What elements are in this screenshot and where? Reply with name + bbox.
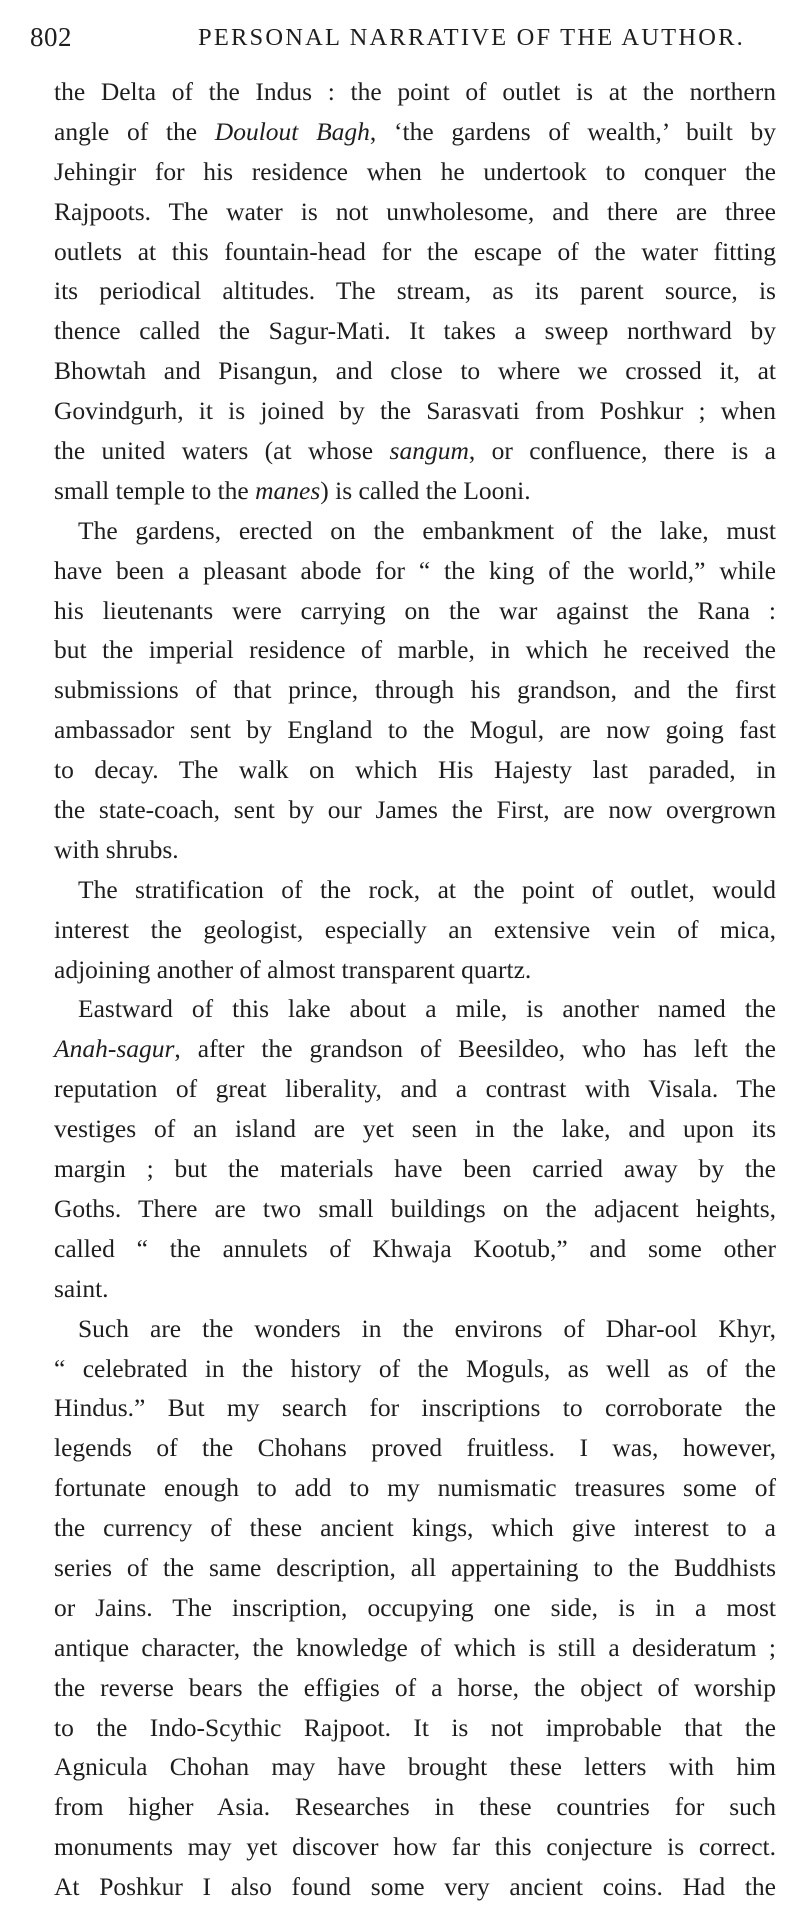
text-span: the currency of these ancient kings, which give interest to a bbox=[54, 1513, 776, 1543]
text-line bbox=[54, 1867, 776, 1907]
text-span: the state-coach, sent by our James the First, are now overgrown bbox=[54, 795, 776, 825]
text-line bbox=[54, 1189, 776, 1229]
text-line bbox=[54, 1388, 776, 1428]
text-span: ) is called the Looni. bbox=[320, 475, 531, 505]
text-line bbox=[54, 630, 776, 670]
text-span: have been a pleasant abode for “ the king of the world,” while bbox=[54, 555, 776, 585]
text-span: , ‘the gardens of wealth,’ built by bbox=[369, 116, 776, 146]
text-line bbox=[54, 910, 776, 950]
text-line bbox=[54, 1109, 776, 1149]
text-span: the Delta of the Indus : the point of outlet is at the northern bbox=[54, 77, 776, 106]
body-text bbox=[54, 72, 776, 1907]
text-span: Such are the wonders in the environs of Dhar-ool Khyr, bbox=[78, 1313, 776, 1343]
text-span: series of the same description, all appertaining to the Buddhists bbox=[54, 1552, 776, 1582]
text-span: legends of the Chohans proved fruitless. I was, however, bbox=[54, 1433, 776, 1463]
text-line bbox=[54, 1069, 776, 1109]
text-span: saint. bbox=[54, 1273, 109, 1303]
text-line bbox=[54, 1229, 776, 1269]
text-line bbox=[54, 950, 776, 990]
text-span: monuments may yet discover how far this conjecture is correct. bbox=[54, 1832, 776, 1862]
text-span: Eastward of this lake about a mile, is another named the bbox=[78, 994, 776, 1024]
text-line bbox=[54, 750, 776, 790]
italic-text: sangum bbox=[389, 436, 469, 466]
text-line bbox=[54, 511, 776, 551]
text-line bbox=[54, 790, 776, 830]
page-number: 802 bbox=[30, 22, 72, 52]
text-line bbox=[54, 989, 776, 1029]
text-line bbox=[54, 1787, 776, 1827]
text-line bbox=[54, 1468, 776, 1508]
italic-text: manes bbox=[255, 475, 321, 505]
italic-text: Anah-sagur bbox=[54, 1034, 175, 1064]
text-span: or Jains. The inscription, occupying one side, is in a most bbox=[54, 1592, 776, 1622]
text-span: At Poshkur I also found some very ancient coins. Had the bbox=[54, 1872, 776, 1902]
italic-text: Doulout Bagh bbox=[214, 116, 370, 146]
text-span: its periodical altitudes. The stream, as its parent source, is bbox=[54, 276, 776, 306]
text-span: Bhowtah and Pisangun, and close to where we crossed it, at bbox=[54, 356, 776, 386]
text-span: The gardens, erected on the embankment of the lake, must bbox=[78, 515, 776, 545]
running-title: PERSONAL NARRATIVE OF THE AUTHOR. bbox=[198, 24, 745, 51]
text-line bbox=[54, 271, 776, 311]
text-line bbox=[54, 311, 776, 351]
text-span: the united waters (at whose bbox=[54, 436, 390, 466]
text-span: Govindgurh, it is joined by the Sarasvati from Poshkur ; when bbox=[54, 396, 776, 426]
text-line bbox=[54, 152, 776, 192]
text-span: fortunate enough to add to my numismatic treasures some of bbox=[54, 1473, 776, 1503]
text-line bbox=[54, 351, 776, 391]
text-span: vestiges of an island are yet seen in the lake, and upon its bbox=[54, 1114, 776, 1144]
text-span: called “ the annulets of Khwaja Kootub,” and some other bbox=[54, 1233, 776, 1263]
text-line bbox=[54, 471, 776, 511]
text-span: Goths. There are two small buildings on the adjacent heights, bbox=[54, 1193, 776, 1223]
text-line bbox=[54, 1029, 776, 1069]
text-span: “ celebrated in the history of the Moguls, as well as of the bbox=[54, 1353, 776, 1383]
text-line bbox=[54, 710, 776, 750]
text-span: his lieutenants were carrying on the war against the Rana : bbox=[54, 595, 776, 625]
text-line bbox=[54, 1588, 776, 1628]
text-line bbox=[54, 1428, 776, 1468]
text-line bbox=[54, 591, 776, 631]
text-span: , after the grandson of Beesildeo, who has left the bbox=[174, 1034, 776, 1064]
text-line bbox=[54, 72, 776, 112]
text-line bbox=[54, 1628, 776, 1668]
text-line bbox=[54, 1349, 776, 1389]
text-span: from higher Asia. Researches in these countries for such bbox=[54, 1792, 776, 1822]
text-line bbox=[54, 1747, 776, 1787]
text-span: Jehingir for his residence when he undertook to conquer the bbox=[54, 156, 776, 186]
text-line bbox=[54, 830, 776, 870]
text-line bbox=[54, 1548, 776, 1588]
text-span: margin ; but the materials have been carried away by the bbox=[54, 1154, 776, 1184]
text-span: ambassador sent by England to the Mogul, are now going fast bbox=[54, 715, 776, 745]
running-head bbox=[30, 22, 770, 58]
text-span: small temple to the bbox=[54, 475, 256, 505]
text-span: to decay. The walk on which His Hajesty last paraded, in bbox=[54, 755, 776, 785]
text-span: the reverse bears the effigies of a horse, the object of worship bbox=[54, 1672, 776, 1702]
text-line bbox=[54, 1668, 776, 1708]
text-span: outlets at this fountain-head for the escape of the water fitting bbox=[54, 236, 776, 266]
text-span: , or confluence, there is a bbox=[468, 436, 776, 466]
text-span: reputation of great liberality, and a contrast with Visala. The bbox=[54, 1074, 776, 1104]
text-line bbox=[54, 1508, 776, 1548]
text-span: interest the geologist, especially an extensive vein of mica, bbox=[54, 914, 776, 944]
text-line bbox=[54, 431, 776, 471]
text-span: to the Indo-Scythic Rajpoot. It is not improbable that the bbox=[54, 1712, 776, 1742]
text-line bbox=[54, 870, 776, 910]
text-span: Hindus.” But my search for inscriptions to corroborate the bbox=[54, 1393, 776, 1423]
text-line bbox=[54, 391, 776, 431]
text-line bbox=[54, 1269, 776, 1309]
text-span: antique character, the knowledge of which is still a desideratum ; bbox=[54, 1632, 776, 1662]
text-line bbox=[54, 670, 776, 710]
text-line bbox=[54, 112, 776, 152]
text-span: Rajpoots. The water is not unwholesome, and there are three bbox=[54, 196, 776, 226]
text-line bbox=[54, 1149, 776, 1189]
text-line bbox=[54, 1827, 776, 1867]
text-span: but the imperial residence of marble, in which he received the bbox=[54, 635, 776, 665]
text-line bbox=[54, 232, 776, 272]
text-span: thence called the Sagur-Mati. It takes a sweep northward by bbox=[54, 316, 776, 346]
text-span: with shrubs. bbox=[54, 834, 179, 864]
text-span: adjoining another of almost transparent quartz. bbox=[54, 954, 532, 984]
text-span: Agnicula Chohan may have brought these letters with him bbox=[54, 1752, 776, 1782]
text-line bbox=[54, 1309, 776, 1349]
text-span: The stratification of the rock, at the point of outlet, would bbox=[78, 874, 776, 904]
text-span: angle of the bbox=[54, 116, 215, 146]
text-line bbox=[54, 551, 776, 591]
text-span: submissions of that prince, through his grandson, and the first bbox=[54, 675, 776, 705]
text-line bbox=[54, 192, 776, 232]
text-line bbox=[54, 1708, 776, 1748]
